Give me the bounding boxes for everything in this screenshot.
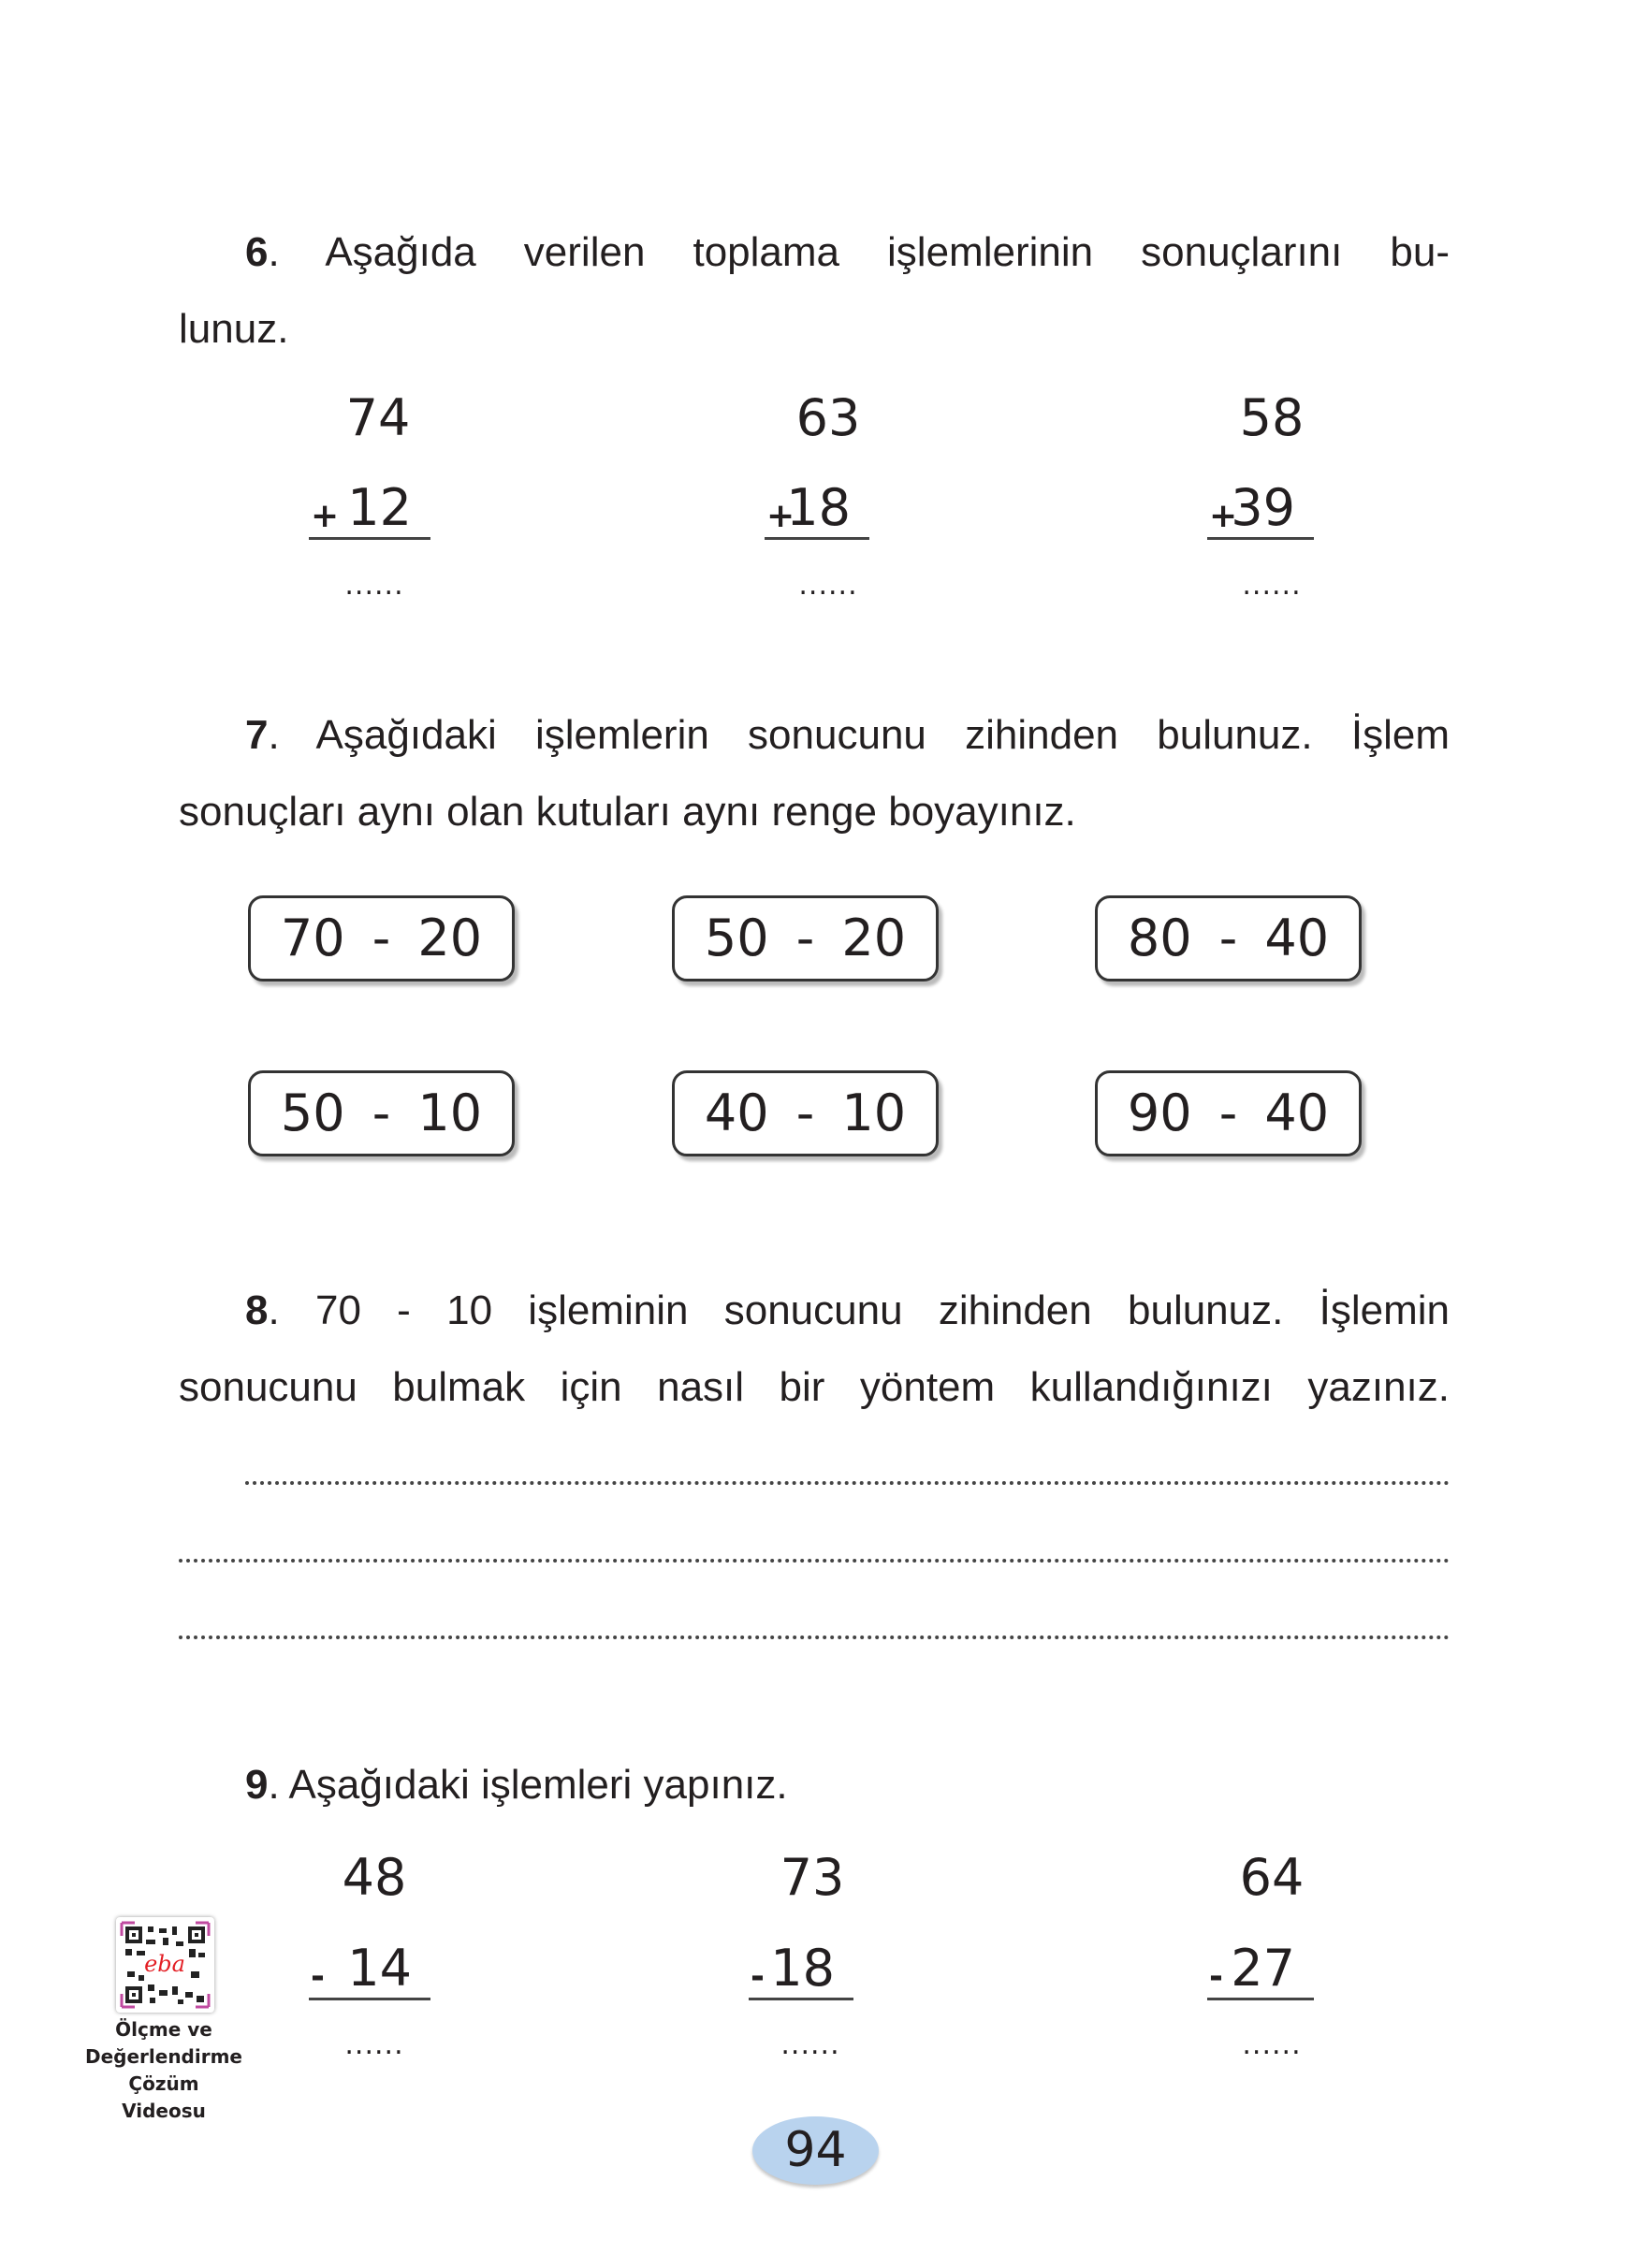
question-number: 8 <box>245 1287 269 1333</box>
minuend: 73 <box>780 1848 845 1907</box>
expression-box[interactable]: 80 - 40 <box>1095 895 1362 981</box>
question-number: 7 <box>245 712 269 758</box>
expression-box[interactable]: 40 - 10 <box>672 1070 939 1156</box>
answer-line[interactable] <box>179 1636 1450 1639</box>
addend-bottom-row <box>309 470 430 540</box>
answer-line[interactable] <box>179 1559 1450 1563</box>
minuend: 64 <box>1239 1848 1305 1907</box>
caption-line: Ölçme ve <box>115 2018 212 2041</box>
q6-text-line2: lunuz. <box>179 306 289 352</box>
page-number: 94 <box>752 2116 879 2185</box>
question-text: . Aşağıdaki işlemlerin sonucunu zihinden bulunuz. İşlem <box>268 712 1450 758</box>
answer-blank[interactable]: ...... <box>344 2028 404 2061</box>
q7-text-line2: sonuçları aynı olan kutuları aynı renge boyayınız. <box>179 789 1076 835</box>
minus-sign: - <box>1209 1957 1223 1996</box>
subtrahend: 27 <box>1231 1939 1295 1998</box>
question-text: . Aşağıdaki işlemleri yapınız. <box>268 1762 788 1808</box>
expression-box[interactable]: 90 - 40 <box>1095 1070 1362 1156</box>
q6-text-line1 <box>179 214 1450 291</box>
question-text: . Aşağıda verilen toplama işlemlerinin sonuçlarını bu- <box>268 229 1450 275</box>
answer-blank[interactable]: ...... <box>798 569 858 602</box>
answer-line[interactable] <box>245 1481 1450 1485</box>
addend-top: 58 <box>1239 388 1305 447</box>
answer-blank[interactable]: ...... <box>1242 569 1302 602</box>
minus-sign: - <box>751 1957 765 1996</box>
question-text: . 70 - 10 işleminin sonucunu zihinden bulunuz. İşlemin <box>268 1287 1450 1333</box>
plus-sign: + <box>311 497 340 535</box>
answer-blank[interactable]: ...... <box>1242 2028 1302 2061</box>
plus-sign: + <box>766 497 795 535</box>
expression-box[interactable]: 50 - 20 <box>672 895 939 981</box>
q9-text <box>179 1747 1450 1824</box>
qr-code-icon[interactable] <box>116 1917 214 2013</box>
q7-text-line1 <box>179 697 1450 774</box>
addend-bottom: 12 <box>347 478 412 537</box>
answer-blank[interactable]: ...... <box>780 2028 840 2061</box>
plus-sign: + <box>1209 497 1238 535</box>
addend-top: 63 <box>795 388 861 447</box>
question-number: 6 <box>245 229 269 275</box>
caption-line: Çözüm Videosu <box>122 2072 206 2122</box>
expression-box[interactable]: 70 - 20 <box>248 895 515 981</box>
answer-blank[interactable]: ...... <box>344 569 404 602</box>
addend-bottom: 39 <box>1231 478 1295 537</box>
caption-line: Değerlendirme <box>84 2045 242 2068</box>
addend-bottom: 18 <box>786 478 851 537</box>
subtrahend-row <box>309 1930 430 2000</box>
qr-caption <box>84 2016 243 2125</box>
minus-sign: - <box>311 1957 325 1996</box>
question-number: 9 <box>245 1762 269 1808</box>
subtrahend: 14 <box>347 1939 412 1998</box>
q8-text-line2: sonucunu bulmak için nasıl bir yöntem kullandığınızı yazınız. <box>179 1364 1450 1410</box>
q8-text-line1 <box>179 1272 1450 1349</box>
addend-bottom-row <box>765 470 869 540</box>
addend-top: 74 <box>345 388 411 447</box>
minuend: 48 <box>342 1848 407 1907</box>
subtrahend-row <box>749 1930 853 2000</box>
subtrahend: 18 <box>770 1939 835 1998</box>
svg-text:eba: eba <box>144 1951 185 1977</box>
expression-box[interactable]: 50 - 10 <box>248 1070 515 1156</box>
subtrahend-row <box>1207 1930 1314 2000</box>
addend-bottom-row <box>1207 470 1314 540</box>
